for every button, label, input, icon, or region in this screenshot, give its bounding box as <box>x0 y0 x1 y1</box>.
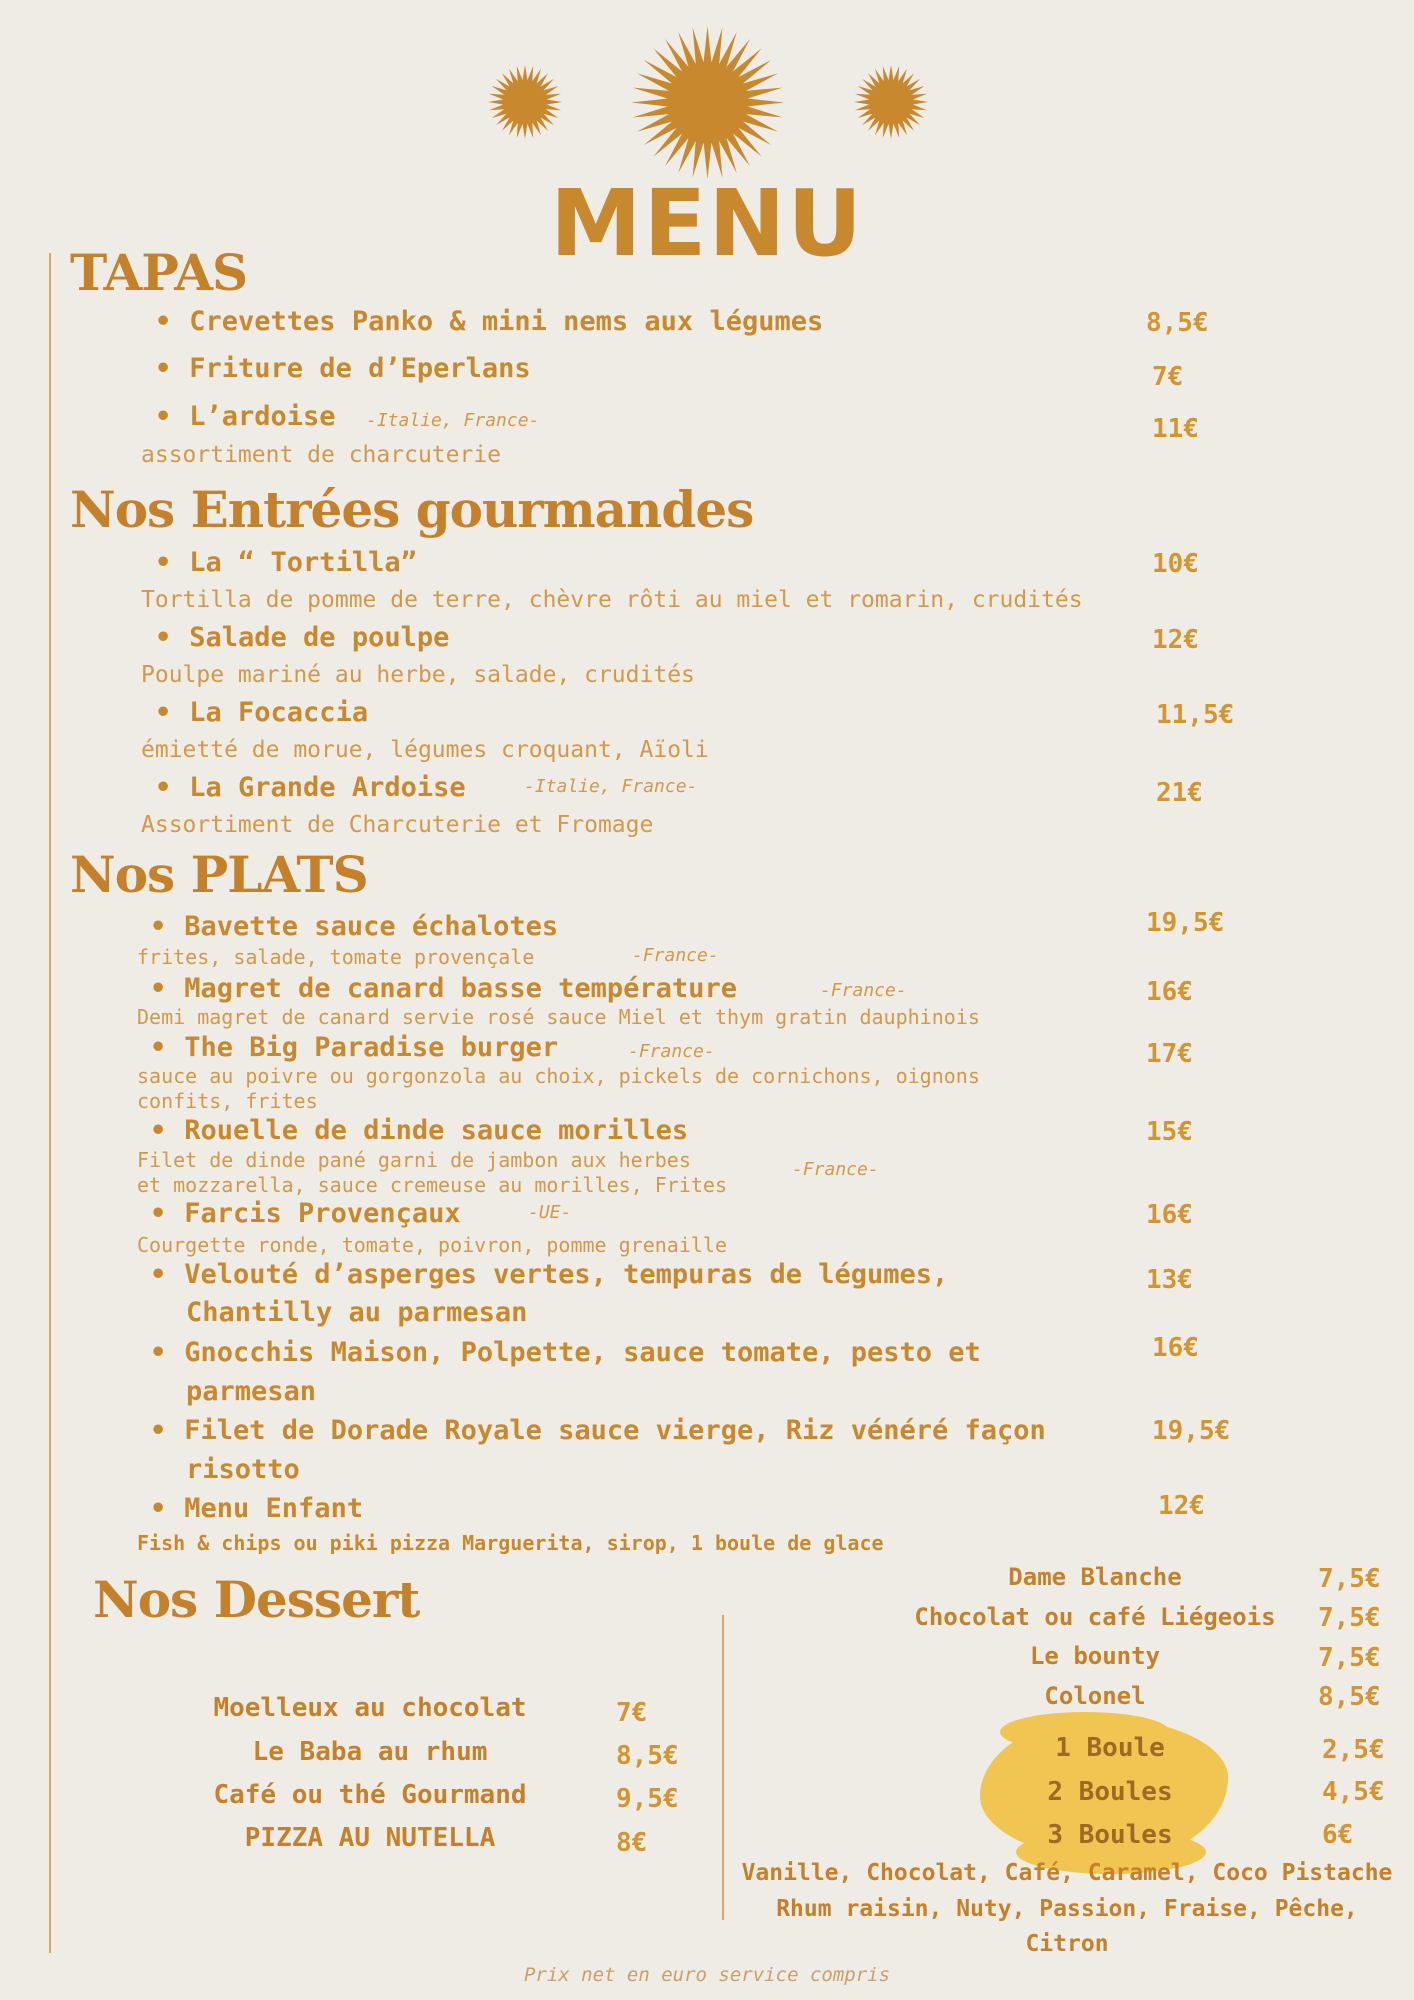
section-title-entrees: Nos Entrées gourmandes <box>70 480 754 539</box>
origin-label: -Italie, France- <box>524 776 698 797</box>
price: 9,5€ <box>616 1784 679 1814</box>
scoop-option: 3 Boules <box>1047 1820 1173 1850</box>
item-description: assortiment de charcuterie <box>141 442 502 468</box>
list-item: • L’ardoise <box>155 401 336 432</box>
sun-icon-left <box>486 63 564 141</box>
list-item: • Gnocchis Maison, Polpette, sauce tomate, pesto et <box>150 1337 981 1368</box>
list-item: • Crevettes Panko & mini nems aux légumes <box>155 306 824 337</box>
list-item: • Friture de d’Eperlans <box>155 353 531 384</box>
price: 16€ <box>1146 1200 1193 1230</box>
origin-label: -France- <box>792 1159 879 1180</box>
price: 4,5€ <box>1322 1777 1385 1807</box>
list-item-continuation: Chantilly au parmesan <box>186 1297 528 1328</box>
item-description: Assortiment de Charcuterie et Fromage <box>141 812 654 838</box>
price: 8,5€ <box>1146 308 1209 338</box>
price: 10€ <box>1152 549 1199 579</box>
origin-label: -France- <box>628 1041 715 1062</box>
list-item: • La Grande Ardoise <box>155 772 466 803</box>
section-title-plats: Nos PLATS <box>70 845 368 904</box>
origin-label: -UE- <box>528 1202 572 1223</box>
list-item: • La Focaccia <box>155 697 369 728</box>
item-description: Fish & chips ou piki pizza Marguerita, sirop, 1 boule de glace <box>137 1531 884 1555</box>
item-description: Poulpe mariné au herbe, salade, crudités <box>141 662 695 688</box>
price: 11,5€ <box>1156 700 1235 730</box>
dessert-item: Moelleux au chocolat <box>213 1693 527 1723</box>
item-description: émietté de morue, légumes croquant, Aïoli <box>141 737 709 763</box>
dessert-item: Dame Blanche <box>1008 1563 1182 1591</box>
item-description: Filet de dinde pané garni de jambon aux herbes <box>137 1148 691 1172</box>
list-item: • La “ Tortilla” <box>155 547 417 578</box>
list-item: • Rouelle de dinde sauce morilles <box>150 1115 689 1146</box>
price: 16€ <box>1152 1333 1199 1363</box>
list-item: • Bavette sauce échalotes <box>150 911 559 942</box>
left-divider <box>49 253 51 1953</box>
dessert-item: Le bounty <box>1029 1642 1161 1670</box>
price: 19,5€ <box>1146 908 1225 938</box>
dessert-item: Café ou thé Gourmand <box>213 1780 527 1810</box>
price: 7,5€ <box>1318 1643 1381 1673</box>
price: 7€ <box>1152 362 1184 392</box>
dessert-item: Colonel <box>1044 1682 1146 1710</box>
price: 11€ <box>1152 414 1199 444</box>
section-title-tapas: TAPAS <box>70 243 248 302</box>
menu-title: MENU <box>549 170 865 277</box>
price: 12€ <box>1152 625 1199 655</box>
flavors-line: Citron <box>1025 1931 1109 1957</box>
item-description: Tortilla de pomme de terre, chèvre rôti au miel et romarin, crudités <box>141 587 1083 613</box>
price: 8,5€ <box>616 1741 679 1771</box>
price: 17€ <box>1146 1039 1193 1069</box>
list-item-continuation: parmesan <box>186 1376 317 1407</box>
origin-label: -Italie, France- <box>366 410 540 431</box>
list-item: • The Big Paradise burger <box>150 1032 559 1063</box>
price: 21€ <box>1156 778 1203 808</box>
price: 13€ <box>1146 1265 1193 1295</box>
price: 8€ <box>616 1828 648 1858</box>
list-item: • Farcis Provençaux <box>150 1198 461 1229</box>
item-description: Courgette ronde, tomate, poivron, pomme grenaille <box>137 1233 728 1257</box>
item-description: sauce au poivre ou gorgonzola au choix, pickels de cornichons, oignons <box>137 1064 980 1088</box>
dessert-item: PIZZA AU NUTELLA <box>244 1823 496 1853</box>
item-description: confits, frites <box>137 1089 318 1113</box>
price: 15€ <box>1146 1117 1193 1147</box>
price: 7,5€ <box>1318 1603 1381 1633</box>
list-item-continuation: risotto <box>186 1454 300 1485</box>
price: 6€ <box>1322 1820 1354 1850</box>
price: 16€ <box>1146 977 1193 1007</box>
list-item: • Menu Enfant <box>150 1493 364 1524</box>
price: 8,5€ <box>1318 1682 1381 1712</box>
list-item: • Magret de canard basse température <box>150 973 737 1004</box>
scoop-option: 1 Boule <box>1055 1733 1165 1763</box>
list-item: • Velouté d’asperges vertes, tempuras de légumes, <box>150 1259 949 1290</box>
flavors-line: Vanille, Chocolat, Café, Caramel, Coco Pistache <box>741 1860 1393 1886</box>
item-description: Demi magret de canard servie rosé sauce Miel et thym gratin dauphinois <box>137 1005 980 1029</box>
item-description: et mozzarella, sauce cremeuse au morilles, Frites <box>137 1173 728 1197</box>
price: 19,5€ <box>1152 1416 1231 1446</box>
footer-note: Prix net en euro service compris <box>523 1964 891 1986</box>
dessert-item: Le Baba au rhum <box>252 1737 488 1767</box>
origin-label: -France- <box>632 945 719 966</box>
price: 2,5€ <box>1322 1735 1385 1765</box>
list-item: • Salade de poulpe <box>155 622 450 653</box>
flavors-line: Rhum raisin, Nuty, Passion, Fraise, Pêche, <box>776 1896 1358 1922</box>
scoop-option: 2 Boules <box>1047 1777 1173 1807</box>
dessert-item: Chocolat ou café Liégeois <box>914 1603 1276 1631</box>
list-item: • Filet de Dorade Royale sauce vierge, Riz vénéré façon <box>150 1415 1046 1446</box>
price: 12€ <box>1158 1491 1205 1521</box>
section-title-dessert: Nos Dessert <box>93 1570 420 1629</box>
origin-label: -France- <box>820 980 907 1001</box>
price: 7€ <box>616 1698 648 1728</box>
sun-icon-right <box>852 63 930 141</box>
price: 7,5€ <box>1318 1564 1381 1594</box>
sun-icon-center <box>630 25 785 180</box>
item-description: frites, salade, tomate provençale <box>137 945 535 969</box>
